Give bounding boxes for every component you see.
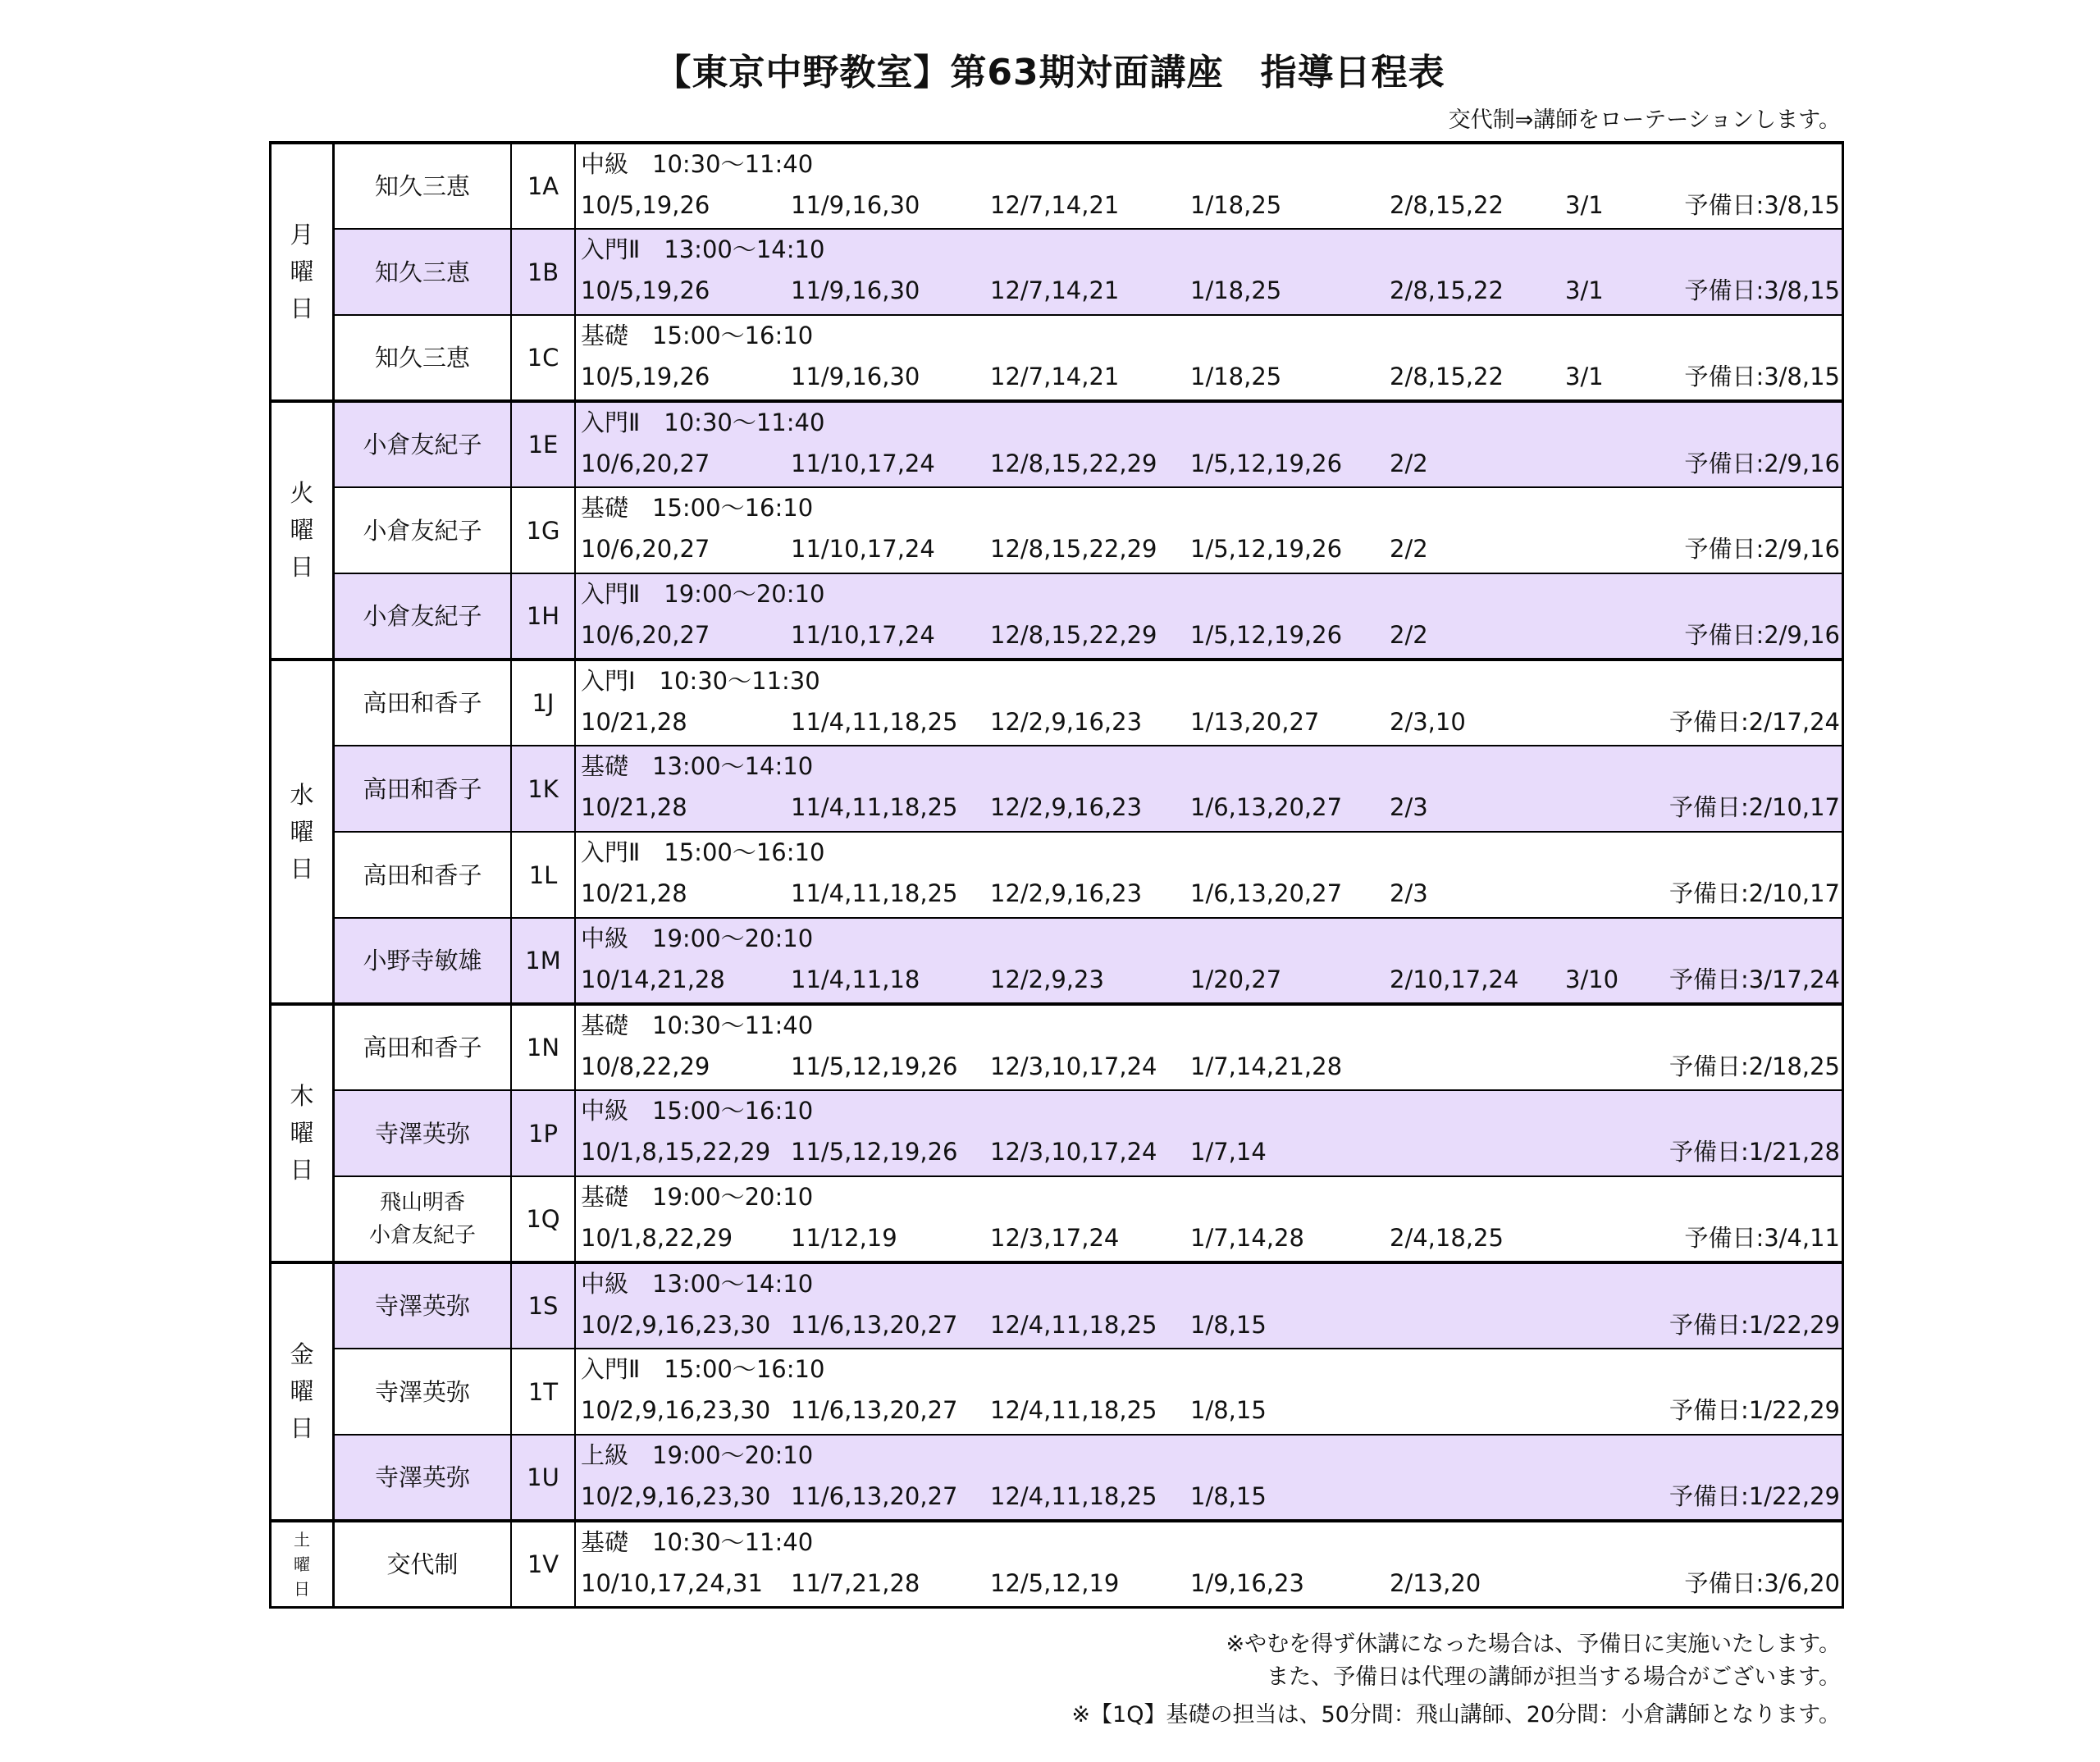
lesson-dates: 11/4,11,18,25 — [791, 793, 958, 821]
lesson-dates: 10/10,17,24,31 — [581, 1569, 763, 1597]
reserve-date: 予備日:2/17,24 — [1669, 708, 1840, 736]
reserve-date: 予備日:1/22,29 — [1669, 1482, 1840, 1510]
level-time: 入門Ⅱ 13:00～14:10 — [581, 235, 825, 263]
lesson-dates: 1/8,15 — [1190, 1482, 1267, 1510]
lesson-dates: 10/2,9,16,23,30 — [581, 1396, 771, 1424]
teacher-cell: 寺澤英弥 — [334, 1090, 512, 1176]
teacher-cell: 知久三恵 — [334, 143, 512, 229]
lesson-dates: 11/6,13,20,27 — [791, 1311, 958, 1339]
date-list — [576, 1217, 1842, 1259]
lesson-dates: 2/3,10 — [1390, 708, 1466, 736]
class-code-cell: 1E — [511, 401, 575, 487]
lesson-dates: 11/10,17,24 — [791, 450, 935, 477]
schedule-row — [271, 918, 1843, 1004]
lesson-dates: 11/4,11,18 — [791, 965, 920, 993]
lesson-dates: 11/10,17,24 — [791, 621, 935, 649]
reserve-date: 予備日:1/22,29 — [1669, 1311, 1840, 1339]
lesson-dates: 10/5,19,26 — [581, 276, 710, 304]
lesson-dates: 2/8,15,22 — [1390, 276, 1504, 304]
schedule-row — [271, 401, 1843, 487]
lesson-dates: 12/8,15,22,29 — [990, 535, 1157, 563]
lesson-dates: 11/5,12,19,26 — [791, 1052, 958, 1080]
lesson-dates: 12/8,15,22,29 — [990, 621, 1157, 649]
lesson-dates: 1/13,20,27 — [1190, 708, 1320, 736]
level-time: 入門Ⅱ 15:00～16:10 — [581, 838, 825, 866]
level-time: 基礎 15:00～16:10 — [581, 494, 814, 522]
lesson-dates: 10/21,28 — [581, 708, 687, 736]
schedule-info-cell — [575, 487, 1843, 573]
schedule-row — [271, 1004, 1843, 1090]
lesson-dates: 12/2,9,23 — [990, 965, 1104, 993]
lesson-dates: 12/2,9,16,23 — [990, 879, 1143, 907]
date-list — [576, 1303, 1842, 1346]
level-time: 中級 19:00～20:10 — [581, 924, 814, 952]
footnote-substitute: また、予備日は代理の講師が担当する場合がございます。 — [1267, 1664, 1841, 1690]
teacher-cell: 小倉友紀子 — [334, 401, 512, 487]
lesson-dates: 10/14,21,28 — [581, 965, 725, 993]
class-code-cell: 1U — [511, 1435, 575, 1521]
schedule-info-cell — [575, 143, 1843, 229]
schedule-row — [271, 746, 1843, 832]
level-time: 中級 10:30～11:40 — [581, 150, 814, 178]
class-code-cell: 1M — [511, 918, 575, 1004]
schedule-row — [271, 1262, 1843, 1349]
teacher-cell: 小倉友紀子 — [334, 573, 512, 660]
schedule-info-cell — [575, 746, 1843, 832]
class-code-cell: 1C — [511, 315, 575, 401]
lesson-dates: 12/7,14,21 — [990, 363, 1120, 390]
teacher-cell: 高田和香子 — [334, 746, 512, 832]
lesson-dates: 1/18,25 — [1190, 191, 1282, 219]
reserve-date: 予備日:3/8,15 — [1684, 276, 1840, 304]
teacher-cell: 寺澤英弥 — [334, 1349, 512, 1435]
schedule-info-cell — [575, 660, 1843, 746]
date-list — [576, 1475, 1842, 1518]
lesson-dates: 2/8,15,22 — [1390, 191, 1504, 219]
date-list — [576, 1130, 1842, 1173]
lesson-dates: 11/5,12,19,26 — [791, 1138, 958, 1166]
schedule-row — [271, 1176, 1843, 1262]
reserve-date: 予備日:2/18,25 — [1669, 1052, 1840, 1080]
schedule-row — [271, 1090, 1843, 1176]
schedule-info-cell — [575, 401, 1843, 487]
lesson-dates: 11/7,21,28 — [791, 1569, 920, 1597]
lesson-dates: 11/12,19 — [791, 1224, 897, 1252]
lesson-dates: 2/2 — [1390, 621, 1428, 649]
lesson-dates: 1/20,27 — [1190, 965, 1282, 993]
page-title: 【東京中野教室】第63期対面講座 指導日程表 — [655, 52, 1445, 94]
lesson-dates: 11/4,11,18,25 — [791, 708, 958, 736]
reserve-date: 予備日:2/9,16 — [1684, 450, 1840, 477]
lesson-dates: 10/1,8,15,22,29 — [581, 1138, 771, 1166]
class-code-cell: 1Q — [511, 1176, 575, 1262]
schedule-info-cell — [575, 1349, 1843, 1435]
level-time: 入門Ⅰ 10:30～11:30 — [581, 667, 820, 695]
lesson-dates: 10/1,8,22,29 — [581, 1224, 733, 1252]
lesson-dates: 11/9,16,30 — [791, 276, 920, 304]
lesson-dates: 2/2 — [1390, 535, 1428, 563]
reserve-date: 予備日:3/4,11 — [1684, 1224, 1840, 1252]
level-time: 基礎 13:00～14:10 — [581, 752, 814, 780]
date-list — [576, 442, 1842, 485]
teacher-cell: 飛山明香 小倉友紀子 — [334, 1176, 512, 1262]
reserve-date: 予備日:2/10,17 — [1669, 793, 1840, 821]
level-time: 基礎 10:30～11:40 — [581, 1528, 814, 1556]
lesson-dates: 1/6,13,20,27 — [1190, 879, 1343, 907]
lesson-dates: 1/7,14 — [1190, 1138, 1267, 1166]
lesson-dates: 1/18,25 — [1190, 363, 1282, 390]
lesson-dates: 12/7,14,21 — [990, 276, 1120, 304]
date-list — [576, 527, 1842, 570]
schedule-info-cell — [575, 315, 1843, 401]
reserve-date: 予備日:2/10,17 — [1669, 879, 1840, 907]
schedule-info-cell — [575, 1435, 1843, 1521]
weekday-cell: 土 曜 日 — [271, 1521, 334, 1607]
reserve-date: 予備日:3/8,15 — [1684, 363, 1840, 390]
teacher-cell: 高田和香子 — [334, 660, 512, 746]
schedule-row — [271, 487, 1843, 573]
lesson-dates: 2/8,15,22 — [1390, 363, 1504, 390]
reserve-date: 予備日:3/8,15 — [1684, 191, 1840, 219]
date-list — [576, 1389, 1842, 1431]
class-code-cell: 1A — [511, 143, 575, 229]
lesson-dates: 1/8,15 — [1190, 1396, 1267, 1424]
lesson-dates: 10/21,28 — [581, 879, 687, 907]
lesson-dates: 3/10 — [1565, 965, 1619, 993]
lesson-dates: 3/1 — [1565, 276, 1604, 304]
lesson-dates: 1/7,14,28 — [1190, 1224, 1304, 1252]
schedule-info-cell — [575, 1090, 1843, 1176]
weekday-cell: 水 曜 日 — [271, 660, 334, 1004]
class-code-cell: 1B — [511, 229, 575, 315]
lesson-dates: 2/3 — [1390, 793, 1428, 821]
date-list — [576, 1045, 1842, 1088]
teacher-cell: 高田和香子 — [334, 1004, 512, 1090]
lesson-dates: 12/4,11,18,25 — [990, 1482, 1157, 1510]
schedule-row — [271, 315, 1843, 401]
level-time: 入門Ⅱ 15:00～16:10 — [581, 1355, 825, 1383]
reserve-date: 予備日:3/6,20 — [1684, 1569, 1840, 1597]
lesson-dates: 1/5,12,19,26 — [1190, 535, 1343, 563]
lesson-dates: 12/5,12,19 — [990, 1569, 1120, 1597]
lesson-dates: 10/6,20,27 — [581, 621, 710, 649]
lesson-dates: 10/2,9,16,23,30 — [581, 1311, 771, 1339]
date-list — [576, 872, 1842, 915]
level-time: 基礎 15:00～16:10 — [581, 322, 814, 349]
lesson-dates: 10/5,19,26 — [581, 363, 710, 390]
lesson-dates: 12/2,9,16,23 — [990, 793, 1143, 821]
teacher-cell: 小倉友紀子 — [334, 487, 512, 573]
lesson-dates: 1/7,14,21,28 — [1190, 1052, 1343, 1080]
class-code-cell: 1J — [511, 660, 575, 746]
lesson-dates: 10/5,19,26 — [581, 191, 710, 219]
lesson-dates: 11/6,13,20,27 — [791, 1482, 958, 1510]
lesson-dates: 12/4,11,18,25 — [990, 1311, 1157, 1339]
level-time: 中級 15:00～16:10 — [581, 1097, 814, 1125]
class-code-cell: 1G — [511, 487, 575, 573]
lesson-dates: 1/8,15 — [1190, 1311, 1267, 1339]
schedule-row — [271, 573, 1843, 660]
lesson-dates: 12/8,15,22,29 — [990, 450, 1157, 477]
teacher-cell: 高田和香子 — [334, 832, 512, 918]
lesson-dates: 12/3,10,17,24 — [990, 1138, 1157, 1166]
class-code-cell: 1H — [511, 573, 575, 660]
rotation-note: 交代制⇒講師をローテーションします。 — [1448, 107, 1841, 133]
lesson-dates: 10/6,20,27 — [581, 450, 710, 477]
lesson-dates: 12/4,11,18,25 — [990, 1396, 1157, 1424]
weekday-cell: 火 曜 日 — [271, 401, 334, 660]
date-list — [576, 355, 1842, 398]
schedule-info-cell — [575, 1004, 1843, 1090]
weekday-cell: 木 曜 日 — [271, 1004, 334, 1262]
date-list — [576, 269, 1842, 312]
lesson-dates: 11/9,16,30 — [791, 191, 920, 219]
date-list — [576, 614, 1842, 656]
level-time: 上級 19:00～20:10 — [581, 1441, 814, 1469]
lesson-dates: 12/2,9,16,23 — [990, 708, 1143, 736]
lesson-dates: 3/1 — [1565, 363, 1604, 390]
weekday-cell: 月 曜 日 — [271, 143, 334, 401]
level-time: 入門Ⅱ 10:30～11:40 — [581, 409, 825, 436]
reserve-date: 予備日:1/22,29 — [1669, 1396, 1840, 1424]
date-list — [576, 1562, 1842, 1605]
schedule-row — [271, 143, 1843, 229]
date-list — [576, 701, 1842, 743]
schedule-row — [271, 1435, 1843, 1521]
class-code-cell: 1S — [511, 1262, 575, 1349]
lesson-dates: 10/21,28 — [581, 793, 687, 821]
schedule-info-cell — [575, 1521, 1843, 1607]
reserve-date: 予備日:1/21,28 — [1669, 1138, 1840, 1166]
lesson-dates: 10/2,9,16,23,30 — [581, 1482, 771, 1510]
schedule-row — [271, 832, 1843, 918]
schedule-row — [271, 229, 1843, 315]
class-code-cell: 1L — [511, 832, 575, 918]
lesson-dates: 1/5,12,19,26 — [1190, 450, 1343, 477]
lesson-dates: 2/2 — [1390, 450, 1428, 477]
lesson-dates: 10/6,20,27 — [581, 535, 710, 563]
class-code-cell: 1N — [511, 1004, 575, 1090]
lesson-dates: 11/10,17,24 — [791, 535, 935, 563]
lesson-dates: 1/18,25 — [1190, 276, 1282, 304]
footnote-1q-split: ※【1Q】基礎の担当は、50分間：飛山講師、20分間：小倉講師となります。 — [1071, 1702, 1841, 1728]
date-list — [576, 958, 1842, 1001]
class-code-cell: 1V — [511, 1521, 575, 1607]
schedule-info-cell — [575, 1262, 1843, 1349]
level-time: 基礎 19:00～20:10 — [581, 1183, 814, 1211]
reserve-date: 予備日:3/17,24 — [1669, 965, 1840, 993]
teacher-cell: 寺澤英弥 — [334, 1262, 512, 1349]
schedule-info-cell — [575, 573, 1843, 660]
teacher-cell: 寺澤英弥 — [334, 1435, 512, 1521]
teacher-cell: 知久三恵 — [334, 315, 512, 401]
lesson-dates: 1/5,12,19,26 — [1190, 621, 1343, 649]
lesson-dates: 2/3 — [1390, 879, 1428, 907]
class-code-cell: 1P — [511, 1090, 575, 1176]
lesson-dates: 12/3,17,24 — [990, 1224, 1120, 1252]
schedule-row — [271, 660, 1843, 746]
weekday-cell: 金 曜 日 — [271, 1262, 334, 1521]
lesson-dates: 2/4,18,25 — [1390, 1224, 1504, 1252]
lesson-dates: 10/8,22,29 — [581, 1052, 710, 1080]
schedule-table — [269, 141, 1844, 1609]
schedule-row — [271, 1349, 1843, 1435]
reserve-date: 予備日:2/9,16 — [1684, 535, 1840, 563]
lesson-dates: 1/9,16,23 — [1190, 1569, 1304, 1597]
reserve-date: 予備日:2/9,16 — [1684, 621, 1840, 649]
level-time: 中級 13:00～14:10 — [581, 1270, 814, 1298]
teacher-cell: 知久三恵 — [334, 229, 512, 315]
lesson-dates: 2/13,20 — [1390, 1569, 1481, 1597]
schedule-info-cell — [575, 1176, 1843, 1262]
level-time: 入門Ⅱ 19:00～20:10 — [581, 580, 825, 608]
lesson-dates: 11/6,13,20,27 — [791, 1396, 958, 1424]
class-code-cell: 1T — [511, 1349, 575, 1435]
lesson-dates: 3/1 — [1565, 191, 1604, 219]
schedule-info-cell — [575, 918, 1843, 1004]
lesson-dates: 2/10,17,24 — [1390, 965, 1519, 993]
schedule-row — [271, 1521, 1843, 1607]
teacher-cell: 交代制 — [334, 1521, 512, 1607]
lesson-dates: 12/3,10,17,24 — [990, 1052, 1157, 1080]
schedule-info-cell — [575, 832, 1843, 918]
lesson-dates: 12/7,14,21 — [990, 191, 1120, 219]
schedule-info-cell — [575, 229, 1843, 315]
class-code-cell: 1K — [511, 746, 575, 832]
footnote-cancellation: ※やむを得ず休講になった場合は、予備日に実施いたします。 — [1226, 1632, 1841, 1657]
lesson-dates: 11/4,11,18,25 — [791, 879, 958, 907]
date-list — [576, 184, 1842, 226]
lesson-dates: 1/6,13,20,27 — [1190, 793, 1343, 821]
lesson-dates: 11/9,16,30 — [791, 363, 920, 390]
teacher-cell: 小野寺敏雄 — [334, 918, 512, 1004]
level-time: 基礎 10:30～11:40 — [581, 1011, 814, 1039]
date-list — [576, 786, 1842, 829]
